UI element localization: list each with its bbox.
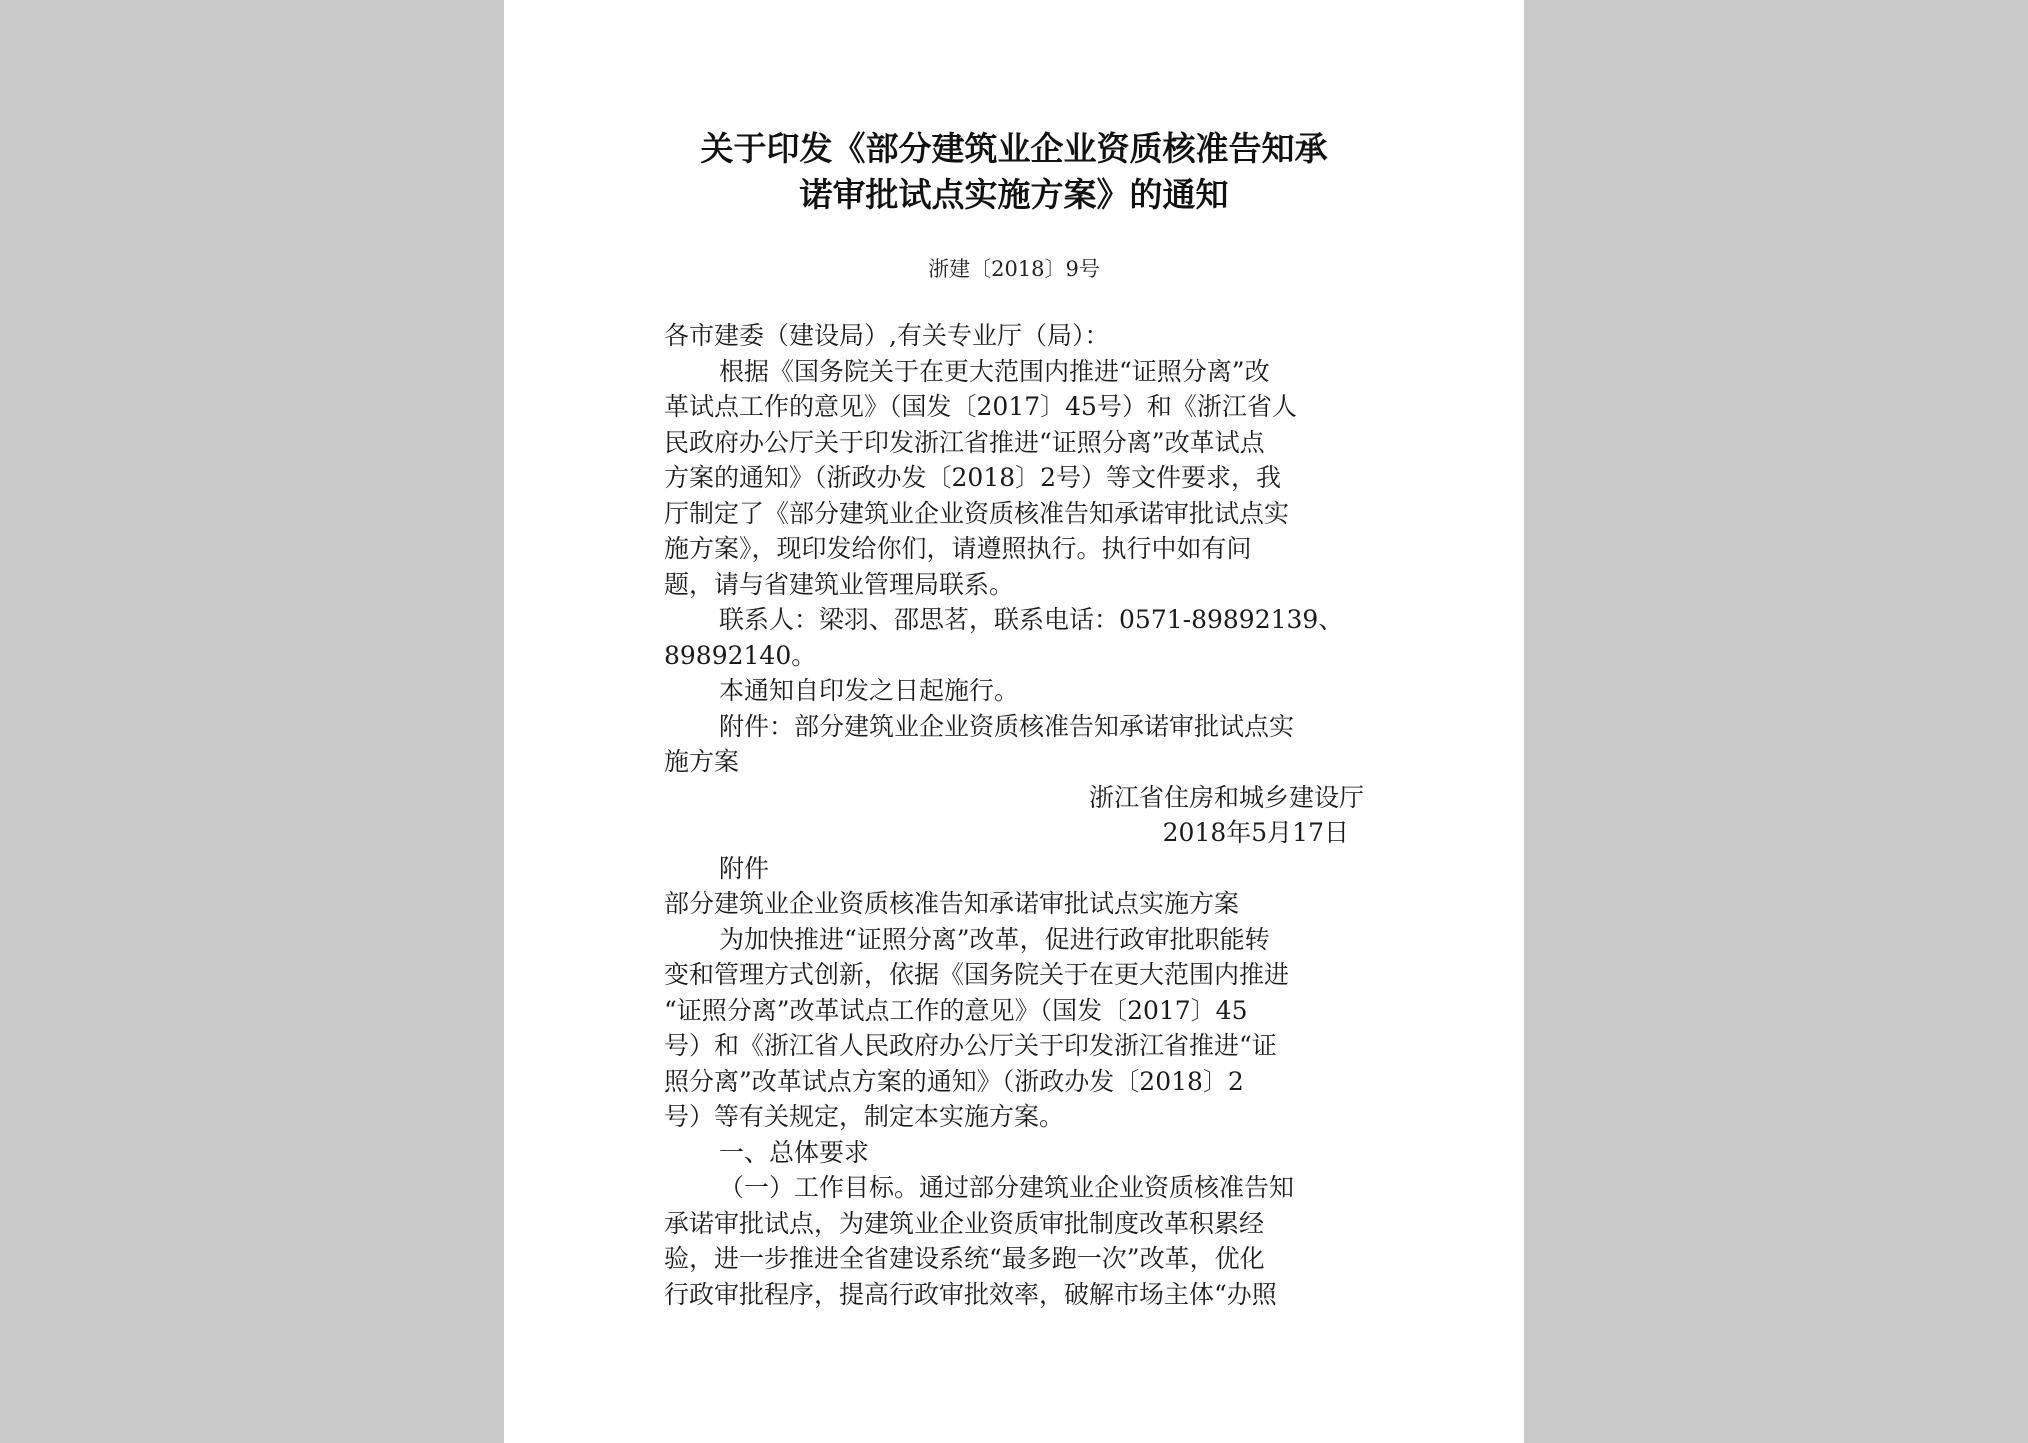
body-line: 革试点工作的意见》（国发〔2017〕45号）和《浙江省人 <box>664 392 1297 421</box>
contact-line: 89892140。 <box>664 641 817 670</box>
body-line: 号）等有关规定，制定本实施方案。 <box>664 1102 1065 1131</box>
body-line: 根据《国务院关于在更大范围内推进“证照分离”改 <box>719 357 1270 386</box>
body-line: 厅制定了《部分建筑业企业资质核准告知承诺审批试点实 <box>664 499 1290 528</box>
attachment-label: 附件 <box>719 854 770 883</box>
contact-line: 联系人：梁羽、邵思茗，联系电话：0571-89892139、 <box>719 605 1344 634</box>
body-line: 为加快推进“证照分离”改革，促进行政审批职能转 <box>719 925 1270 954</box>
body-line: （一）工作目标。通过部分建筑业企业资质核准告知 <box>719 1173 1295 1202</box>
body-line: 验，进一步推进全省建设系统“最多跑一次”改革，优化 <box>664 1244 1265 1273</box>
body-line: 方案的通知》（浙政办发〔2018〕2号）等文件要求，我 <box>664 463 1282 492</box>
attachment-line: 附件：部分建筑业企业资质核准告知承诺审批试点实 <box>719 712 1295 741</box>
body-line: 号）和《浙江省人民政府办公厅关于印发浙江省推进“证 <box>664 1031 1277 1060</box>
issue-date: 2018年5月17日 <box>1162 818 1349 847</box>
document-page <box>504 0 1524 1443</box>
document-number: 浙建〔2018〕9号 <box>928 257 1100 281</box>
body-line: 行政审批程序，提高行政审批效率，破解市场主体“办照 <box>664 1280 1277 1309</box>
document-title-line-2: 诺审批试点实施方案》的通知 <box>799 175 1229 214</box>
salutation: 各市建委（建设局）,有关专业厅（局）： <box>664 321 1110 350</box>
attachment-line: 施方案 <box>664 747 740 776</box>
body-line: 本通知自印发之日起施行。 <box>719 676 1020 705</box>
body-line: “证照分离”改革试点工作的意见》（国发〔2017〕45 <box>664 996 1248 1025</box>
issuer: 浙江省住房和城乡建设厅 <box>1088 783 1364 812</box>
document-title-line-1: 关于印发《部分建筑业企业资质核准告知承 <box>700 129 1328 168</box>
body-line: 承诺审批试点，为建筑业企业资质审批制度改革积累经 <box>664 1209 1265 1238</box>
body-line: 变和管理方式创新，依据《国务院关于在更大范围内推进 <box>664 960 1290 989</box>
body-line: 民政府办公厅关于印发浙江省推进“证照分离”改革试点 <box>664 428 1265 457</box>
attachment-title: 部分建筑业企业资质核准告知承诺审批试点实施方案 <box>664 889 1240 918</box>
body-line: 施方案》，现印发给你们，请遵照执行。执行中如有问 <box>664 534 1252 563</box>
body-line: 照分离”改革试点方案的通知》（浙政办发〔2018〕2 <box>664 1067 1244 1096</box>
section-heading: 一、总体要求 <box>719 1138 870 1167</box>
body-line: 题，请与省建筑业管理局联系。 <box>664 570 1015 599</box>
